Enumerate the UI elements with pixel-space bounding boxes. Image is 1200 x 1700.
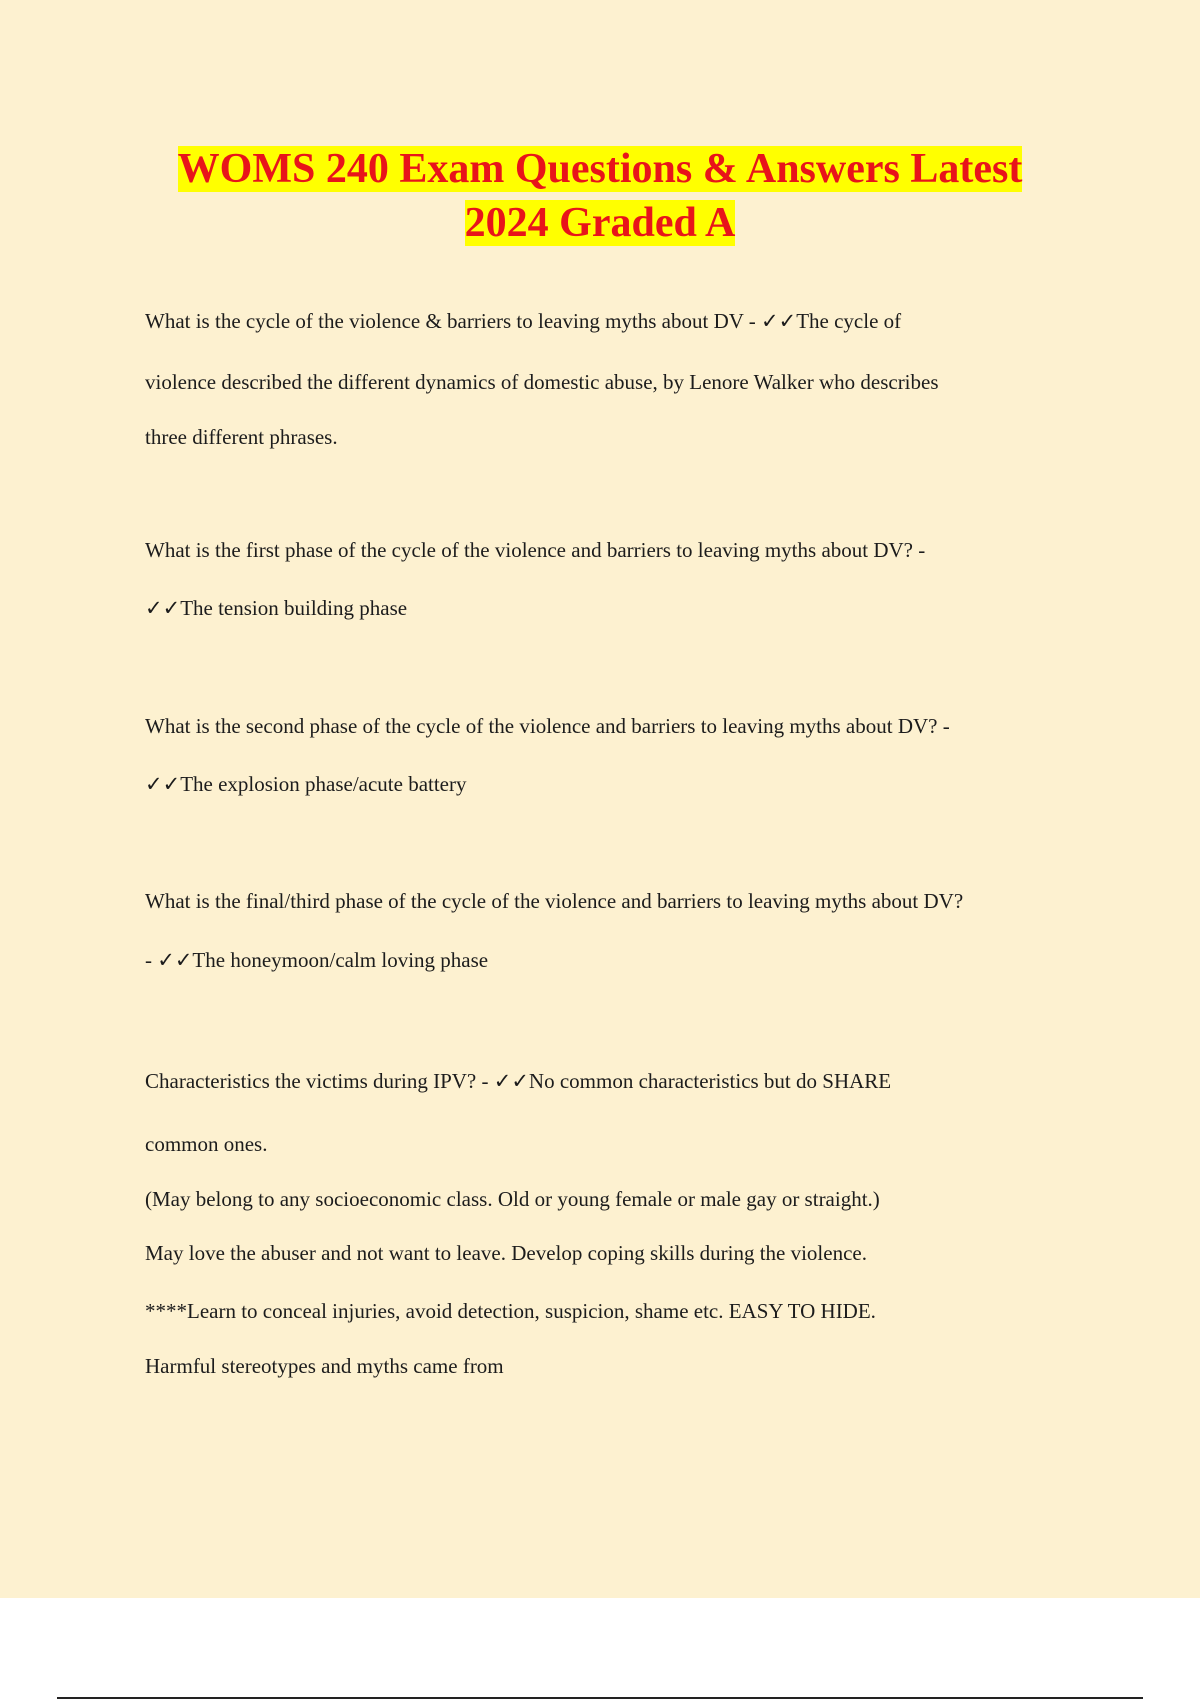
text-line: May love the abuser and not want to leave. Develop coping skills during the violence. bbox=[145, 1241, 867, 1265]
text-line: (May belong to any socioeconomic class. Old or young female or male gay or straight.) bbox=[145, 1187, 880, 1211]
text-line: ✓✓The tension building phase bbox=[145, 596, 408, 620]
text-line: Characteristics the victims during IPV? - ✓✓No common characteristics but do SHARE bbox=[145, 1069, 892, 1093]
text-line: three different phrases. bbox=[145, 425, 338, 449]
text-line: What is the final/third phase of the cycle of the violence and barriers to leaving myths about DV? bbox=[145, 889, 964, 913]
text-line: ****Learn to conceal injuries, avoid detection, suspicion, shame etc. EASY TO HIDE. bbox=[145, 1299, 876, 1323]
text-line: violence described the different dynamics of domestic abuse, by Lenore Walker who describes bbox=[145, 370, 939, 394]
document-title bbox=[0, 142, 1200, 250]
text-line: What is the cycle of the violence & barriers to leaving myths about DV - ✓✓The cycle of bbox=[145, 309, 902, 333]
text-line: What is the first phase of the cycle of the violence and barriers to leaving myths about DV? - bbox=[145, 538, 926, 562]
text-line: Harmful stereotypes and myths came from bbox=[145, 1354, 504, 1378]
title-line-1: WOMS 240 Exam Questions & Answers Latest bbox=[177, 146, 1023, 192]
text-line: What is the second phase of the cycle of the violence and barriers to leaving myths about DV? - bbox=[145, 714, 950, 738]
text-line: - ✓✓The honeymoon/calm loving phase bbox=[145, 948, 489, 972]
footer-divider bbox=[57, 1697, 1143, 1699]
text-line: ✓✓The explosion phase/acute battery bbox=[145, 772, 467, 796]
title-line-2: 2024 Graded A bbox=[464, 200, 736, 246]
text-line: common ones. bbox=[145, 1132, 268, 1156]
